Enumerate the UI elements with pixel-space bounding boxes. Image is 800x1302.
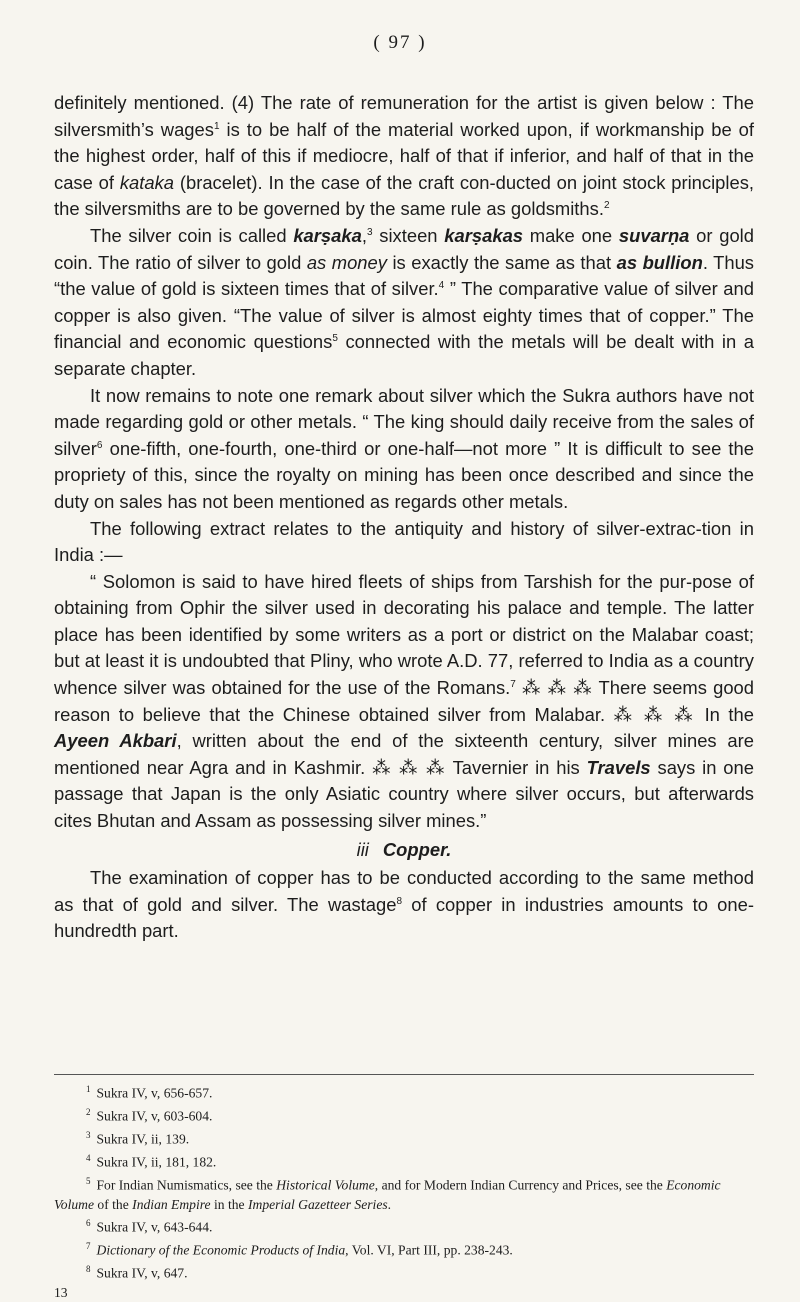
printer-signature-mark: 13 [54,1284,68,1300]
footnote-ref-8[interactable]: 8 [396,895,403,907]
paragraph-2: The silver coin is called karṣaka,$^3$ sixteen karṣakas make one suvarṇa or gold coin. The ratio of silver to gold as money is exactly the same as that as bullion. Thus “the value of gold is sixteen times that of silver.$^4$ ” The comparative value of silver and copper is also given. “The value of silver is almost eighty times that of copper.” The financial and economic questions$^5$ connected with the metals will be dealt with in a separate chapter. [54,224,754,379]
section-title: Copper. [382,838,452,860]
footnote-ref-3[interactable]: 3 [366,226,373,238]
section-heading [54,837,754,864]
footnote-divider [54,1074,754,1075]
footnote-5: $^5$ For Indian Numismatics, see the Historical Volume, and for Modern Indian Currency and Prices, see the Economic Volume of the Indian Empire in the Imperial Gazetteer Series. [54,1175,721,1212]
footnote-ref-7[interactable]: 7 [510,678,516,690]
footnote-8: $^8$ Sukra IV, v, 647. [86,1263,188,1281]
footnote-ref-6[interactable]: 6 [96,439,103,451]
footnote-6: $^6$ Sukra IV, v, 643-644. [86,1218,213,1235]
footnotes [54,1080,754,1302]
footnote-1: $^1$ Sukra IV, v, 656-657. [86,1084,213,1101]
paragraph-6: The examination of copper has to be conducted according to the same method as that of gold and silver. The wastage$^8$ of copper in industries amounts to one-hundredth part. [54,867,754,942]
section-number: iii [356,838,369,860]
footnote-7: $^7$ Dictionary of the Economic Products of India, Vol. VI, Part III, pp. 238-243. [86,1241,513,1258]
paragraph-3: It now remains to note one remark about silver which the Sukra authors have not made regarding gold or other metals. “ The king should daily receive from the sales of silver$^6$ one-fifth, one-fourth, one-third or one-half—not more ” It is difficult to see the propriety of this, since the royalty on mining has been once described and since the duty on sales has not been mentioned as regards other metals. [54,384,754,512]
quotation-paragraph: “ Solomon is said to have hired fleets of ships from Tarshish for the pur-pose of obtaining from Ophir the silver used in decorating his palace and temple. The latter place has been identified by some writers as a port or district on the Malabar coast; but at least it is undoubted that Pliny, who wrote A.D. 77, referred to India as a country whence silver was obtained for the use of the Romans.$^7$ ⁂ ⁂ ⁂ There seems good reason to believe that the Chinese obtained silver from Malabar. ⁂ ⁂ ⁂ In the Ayeen Akbari, written about the end of the sixteenth century, silver mines are mentioned near Agra and in Kashmir. ⁂ ⁂ ⁂ Tavernier in his Travels says in one passage that Japan is the only Asiatic country where silver occurs, but afterwards cites Bhutan and Assam as possessing silver mines.” [54,570,754,832]
footnote-4: $^4$ Sukra IV, ii, 181, 182. [86,1152,217,1170]
footnote-3: $^3$ Sukra IV, ii, 139. [86,1129,190,1147]
footnote-2: $^2$ Sukra IV, v, 603-604. [86,1106,213,1124]
footnote-ref-2[interactable]: 2 [603,200,610,212]
footnote-ref-5[interactable]: 5 [332,333,338,345]
footnote-ref-4[interactable]: 4 [438,280,445,292]
page-number: ( 97 ) [373,32,427,53]
paragraph-4: The following extract relates to the antiquity and history of silver-extrac-tion in India :— [54,517,754,566]
body-text [54,90,754,945]
footnote-ref-1[interactable]: 1 [213,120,220,132]
paragraph-1: definitely mentioned. (4) The rate of remuneration for the artist is given below : The silversmith’s wages$^1$ is to be half of the material worked upon, if workmanship be of the highest order, half of this if mediocre, half of that if inferior, and half of that in the case of kataka (bracelet). In the case of the craft con-ducted on joint stock principles, the silversmiths are to be governed by the same rule as goldsmiths.$^2$ [54,92,755,220]
